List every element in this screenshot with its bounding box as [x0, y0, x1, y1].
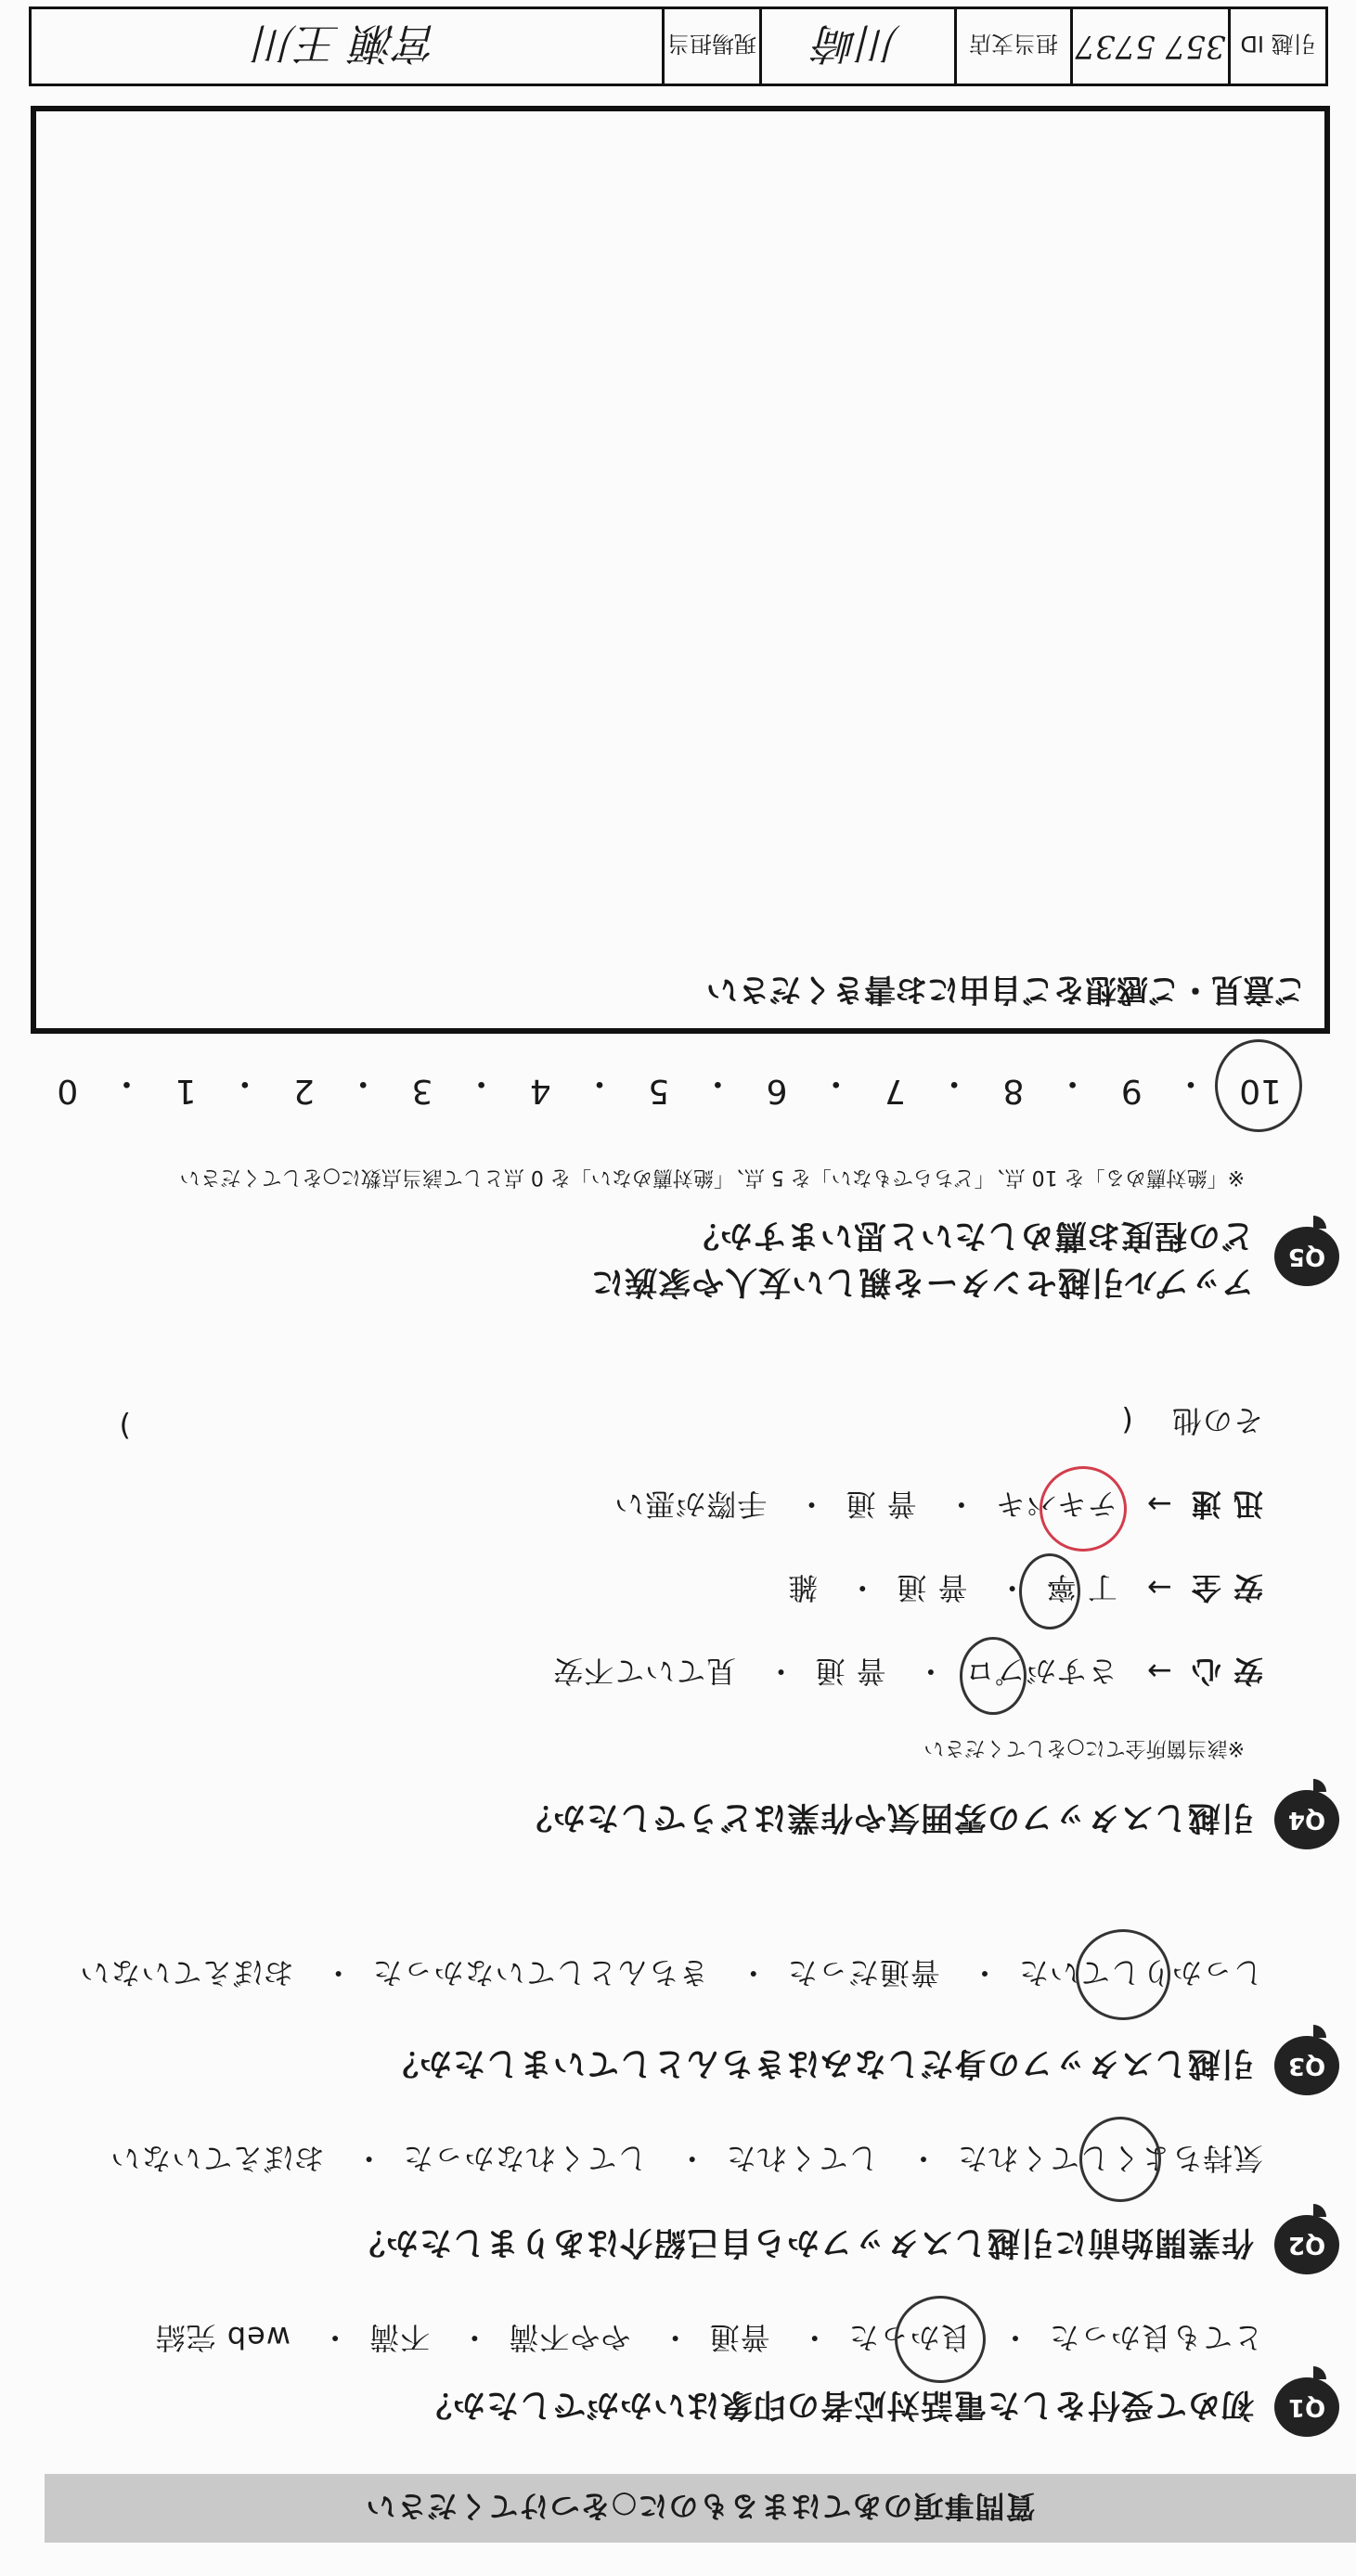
- branch-value: 川崎: [815, 19, 901, 69]
- q5-score[interactable]: 0: [57, 1072, 79, 1110]
- arrow: →: [1146, 1487, 1172, 1522]
- id-label-cell: [1228, 9, 1325, 84]
- comment-box[interactable]: [31, 106, 1330, 1034]
- q4-option[interactable]: 普 通: [896, 1570, 968, 1605]
- q2-options: 気持ちよくしてくれた ・ してくれた・ してくれなかった・ おぼえていない: [110, 2139, 1263, 2182]
- q5-score-selected[interactable]: 10: [1239, 1063, 1282, 1110]
- q4-badge: Q4: [1274, 1790, 1339, 1849]
- q1-options: とても良かった・ 良かった ・ 普通・ やや不満・ 不満・ web 完結: [155, 2318, 1263, 2361]
- q1-option[interactable]: 普通: [708, 2320, 770, 2355]
- id-value: 357 5737: [1075, 28, 1226, 65]
- comment-title: ご意見・ご感想をご自由にお書きください: [706, 971, 1306, 1008]
- leader-value: 宮瀬 王川: [254, 19, 439, 69]
- q1-badge: Q1: [1274, 2377, 1339, 2437]
- q4-option[interactable]: 見ていて不安: [552, 1654, 737, 1689]
- q4-option-selected[interactable]: さすがプロ: [964, 1652, 1117, 1694]
- q4-other-label: その他: [1170, 1403, 1263, 1438]
- q4-option[interactable]: 手際が悪い: [613, 1487, 768, 1522]
- q4-option[interactable]: 普 通: [845, 1487, 917, 1522]
- q2-option-selected[interactable]: 気持ちよくしてくれた: [957, 2139, 1263, 2182]
- q4-option[interactable]: 普 通: [814, 1654, 886, 1689]
- answer-circle: [1215, 1039, 1302, 1132]
- q4-option-selected[interactable]: 丁 寧: [1046, 1568, 1117, 1611]
- q1-option[interactable]: とても良かった: [1048, 2320, 1263, 2355]
- q5-score[interactable]: 7: [885, 1072, 906, 1110]
- q4-row-anshin: 安 心→ さすがプロ ・ 普 通・ 見ていて不安: [552, 1652, 1263, 1694]
- q1-option[interactable]: web 完結: [154, 2320, 291, 2355]
- q4-other-row: [57, 1401, 1263, 1444]
- q5-text-line2: どの程度お薦めしたいと思いますか？: [685, 1217, 1254, 1254]
- q4-text: 引越しスタッフの雰囲気や作業はどうでしたか？: [518, 1798, 1254, 1835]
- answer-circle: [1019, 1553, 1080, 1629]
- q5-score[interactable]: 4: [529, 1072, 551, 1110]
- question-q2: [352, 2215, 1339, 2274]
- q5-score[interactable]: 9: [1120, 1072, 1143, 1110]
- q5-scale: 10 ・ 9 ・ 8 ・ 7 ・ 6 ・ 5 ・ 4 ・ 3 ・ 2 ・ 1 ・ 0: [57, 1063, 1282, 1110]
- answer-circle: [1076, 1929, 1170, 2020]
- q5-badge: Q5: [1274, 1227, 1339, 1286]
- q1-option[interactable]: やや不満: [508, 2320, 631, 2355]
- q2-badge: Q2: [1274, 2215, 1339, 2274]
- branch-value-cell: [759, 9, 954, 84]
- q2-option[interactable]: してくれた: [725, 2141, 879, 2176]
- q5-score[interactable]: 8: [1002, 1072, 1025, 1110]
- arrow: →: [1146, 1654, 1172, 1689]
- q5-score[interactable]: 2: [293, 1072, 315, 1110]
- q2-text: 作業開始前に引越しスタッフから自己紹介はありましたか？: [351, 2223, 1254, 2260]
- answer-circle: [895, 2296, 986, 2383]
- q4-note: ※該当箇所全てに○をしてください: [923, 1736, 1245, 1759]
- q4-row-label: 安 心: [1190, 1654, 1263, 1689]
- question-q3: [385, 2036, 1339, 2095]
- q3-option[interactable]: 普通だった: [786, 1955, 940, 1990]
- answer-circle: [960, 1637, 1027, 1715]
- id-value-cell: [1070, 9, 1228, 84]
- question-q1: [419, 2377, 1339, 2437]
- q4-option[interactable]: 雑: [787, 1570, 819, 1605]
- q5-score[interactable]: 6: [766, 1072, 788, 1110]
- question-q5: [590, 1212, 1339, 1305]
- q2-option[interactable]: おぼえていない: [110, 2141, 325, 2176]
- q5-score[interactable]: 1: [174, 1072, 197, 1110]
- q4-other-close: ): [118, 1409, 131, 1444]
- q4-other-open: (: [1120, 1403, 1133, 1438]
- question-q4: [519, 1790, 1339, 1849]
- leader-label-cell: [662, 9, 759, 84]
- arrow: →: [1146, 1570, 1172, 1605]
- answer-circle: [1040, 1466, 1127, 1552]
- q4-row-label: 安 全: [1190, 1570, 1263, 1605]
- q1-text: 初めて受付をした電話対応者の印象はいかがでしたか？: [418, 2386, 1254, 2423]
- id-label: 引越 ID: [1240, 31, 1316, 58]
- q1-option-selected[interactable]: 良かった: [848, 2318, 971, 2361]
- instruction-bar: [45, 2474, 1356, 2543]
- q5-text-line1: アップル引越センターを親しい友人や家族に: [590, 1263, 1254, 1300]
- leader-label: 現場担当: [667, 31, 756, 58]
- q5-score[interactable]: 5: [648, 1072, 670, 1110]
- q3-option[interactable]: おぼえていない: [79, 1955, 294, 1990]
- answer-circle: [1079, 2117, 1161, 2202]
- q4-row-jinsoku: 迅 速→ テキパキ ・ 普 通・ 手際が悪い: [613, 1485, 1263, 1527]
- q2-option[interactable]: してくれなかった: [402, 2141, 648, 2176]
- leader-value-cell: [32, 9, 662, 84]
- q4-option-selected[interactable]: テキパキ: [995, 1485, 1117, 1527]
- q3-text: 引越しスタッフの身だしなみはきちんとしていましたか？: [384, 2044, 1254, 2081]
- branch-label: 担当支店: [969, 31, 1058, 58]
- branch-label-cell: [954, 9, 1070, 84]
- q4-row-anzen: 安 全→ 丁 寧 ・ 普 通・ 雑: [787, 1568, 1263, 1611]
- q5-note: ※「絶対薦める」を 10 点、「どちらでもない」を 5 点、「絶対薦めない」を 0 点として該当点数に○をしてください: [179, 1166, 1245, 1189]
- q3-badge: Q3: [1274, 2036, 1339, 2095]
- q3-options: しっかりしていた ・ 普通だった・ きちんとしていなかった・ おぼえていない: [79, 1953, 1263, 1996]
- q4-row-label: 迅 速: [1190, 1487, 1263, 1522]
- q3-option-selected[interactable]: しっかりしていた: [1018, 1953, 1263, 1996]
- q5-score[interactable]: 3: [411, 1072, 433, 1110]
- q1-option[interactable]: 不満: [368, 2320, 431, 2355]
- staff-header-table: [29, 6, 1328, 86]
- q3-option[interactable]: きちんとしていなかった: [371, 1955, 709, 1990]
- instruction-text: 質問事項のあてはまるものに○をつけてください: [365, 2489, 1036, 2524]
